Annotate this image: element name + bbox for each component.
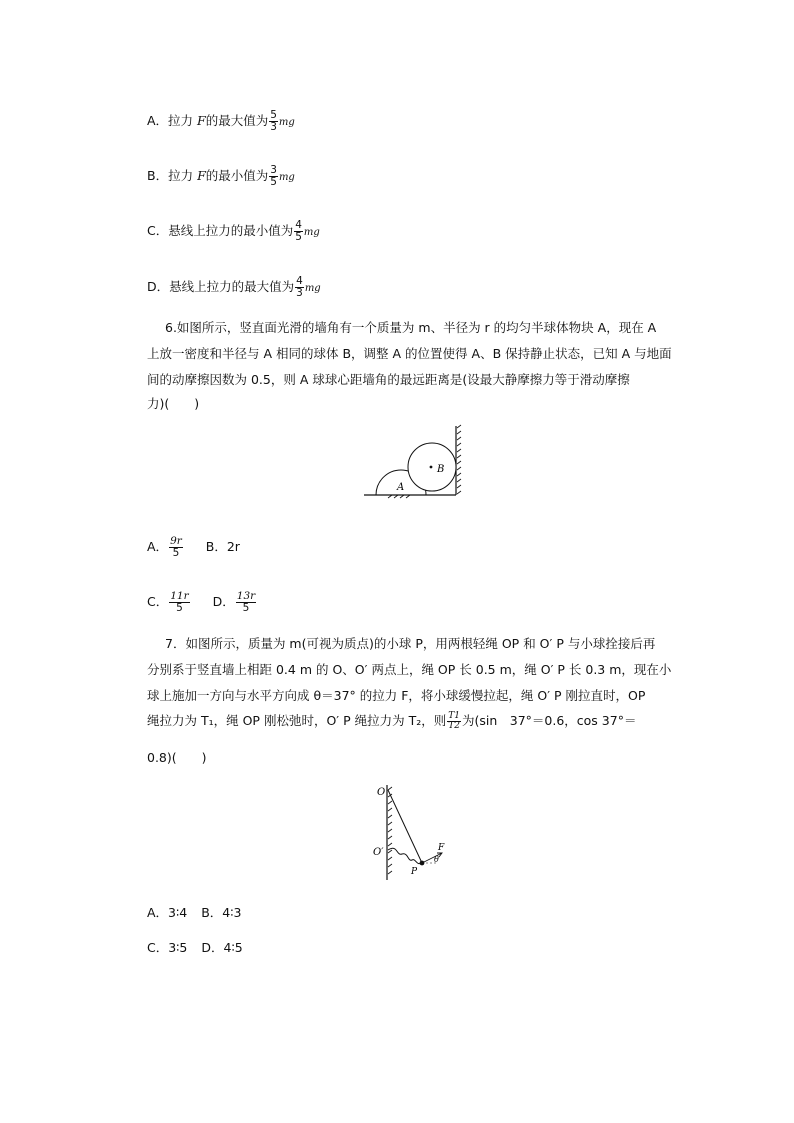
label-theta: θ	[434, 855, 439, 864]
q5-b-fraction: $\frac{3}{5}$	[270, 164, 277, 188]
q5-option-b: B．拉力 F的最小值为 $\frac{3}{5}$ mg	[147, 164, 295, 188]
q6-c-fraction: $\frac{11r}{5}$	[170, 590, 189, 614]
label-a: A	[397, 482, 405, 493]
q6-line-4: 力)( )	[147, 396, 200, 411]
q7-line-2: 分别系于竖直墙上相距 0.4 m 的 O、O′ 两点上，绳 OP 长 0.5 m，绳 O′ P 长 0.3 m，现在小	[147, 662, 672, 677]
label-b: B	[437, 464, 445, 475]
q6-options-row-1: A． $\frac{9r}{5}$ B．2r	[147, 535, 240, 559]
label-f: F	[438, 843, 445, 853]
q5-d-fraction: $\frac{4}{3}$	[296, 275, 303, 299]
label-p: P	[411, 867, 418, 877]
wall-hatching	[457, 425, 461, 494]
q5-c-fraction: $\frac{4}{5}$	[295, 219, 302, 243]
wall-hatching	[388, 787, 392, 874]
q5-option-a: A．拉力 F的最大值为 $\frac{5}{3}$ mg	[147, 109, 295, 133]
q6-d-fraction: $\frac{13r}{5}$	[236, 590, 256, 614]
force-f-arrow	[422, 853, 442, 863]
sphere-b-center	[430, 466, 433, 469]
rope-op	[388, 790, 422, 863]
q7-options-row-1: A．3∶4 B．4∶3	[147, 905, 242, 920]
q6-line-2: 上放一密度和半径与 A 相同的球体 B，调整 A 的位置使得 A、B 保持静止状态，已知 A 与地面	[147, 346, 672, 361]
rope-o-prime-p-slack	[388, 848, 422, 863]
q7-options-row-2: C．3∶5 D．4∶5	[147, 940, 243, 955]
q6-options-row-2: C． $\frac{11r}{5}$ D． $\frac{13r}{5}$	[147, 590, 256, 614]
q6-line-3: 间的动摩擦因数为 0.5，则 A 球球心距墙角的最远距离是(设最大静摩擦力等于滑动摩擦	[147, 372, 630, 387]
q6-line-1: 6.如图所示，竖直面光滑的墙角有一个质量为 m、半径为 r 的均匀半球体物块 A，现在 A	[165, 320, 657, 335]
q7-line-4: 绳拉力为 T₁，绳 OP 刚松弛时，O′ P 绳拉力为 T₂，则 $\frac{T1}{T2}$ 为(sin 37°＝0.6，cos 37°＝	[147, 711, 637, 731]
q5-option-d: D．悬线上拉力的最大值为 $\frac{4}{3}$ mg	[147, 275, 321, 299]
label-o: O	[377, 787, 386, 798]
q6-a-fraction: $\frac{9r}{5}$	[170, 535, 182, 559]
label-o-prime: O′	[373, 847, 384, 858]
q5-option-c: C．悬线上拉力的最小值为 $\frac{4}{5}$ mg	[147, 219, 320, 243]
q7-line-3: 球上施加一方向与水平方向成 θ＝37° 的拉力 F，将小球缓慢拉起，绳 O′ P 刚拉直时，OP	[147, 688, 646, 703]
q7-figure	[368, 782, 458, 882]
q7-line-1: 7．如图所示，质量为 m(可视为质点)的小球 P，用两根轻绳 OP 和 O′ P 与小球拴接后再	[165, 636, 656, 651]
q5-a-fraction: $\frac{5}{3}$	[270, 109, 277, 133]
q7-line-5: 0.8)( )	[147, 750, 207, 765]
q7-ratio-fraction: $\frac{T1}{T2}$	[448, 711, 460, 731]
q6-figure	[360, 424, 464, 500]
